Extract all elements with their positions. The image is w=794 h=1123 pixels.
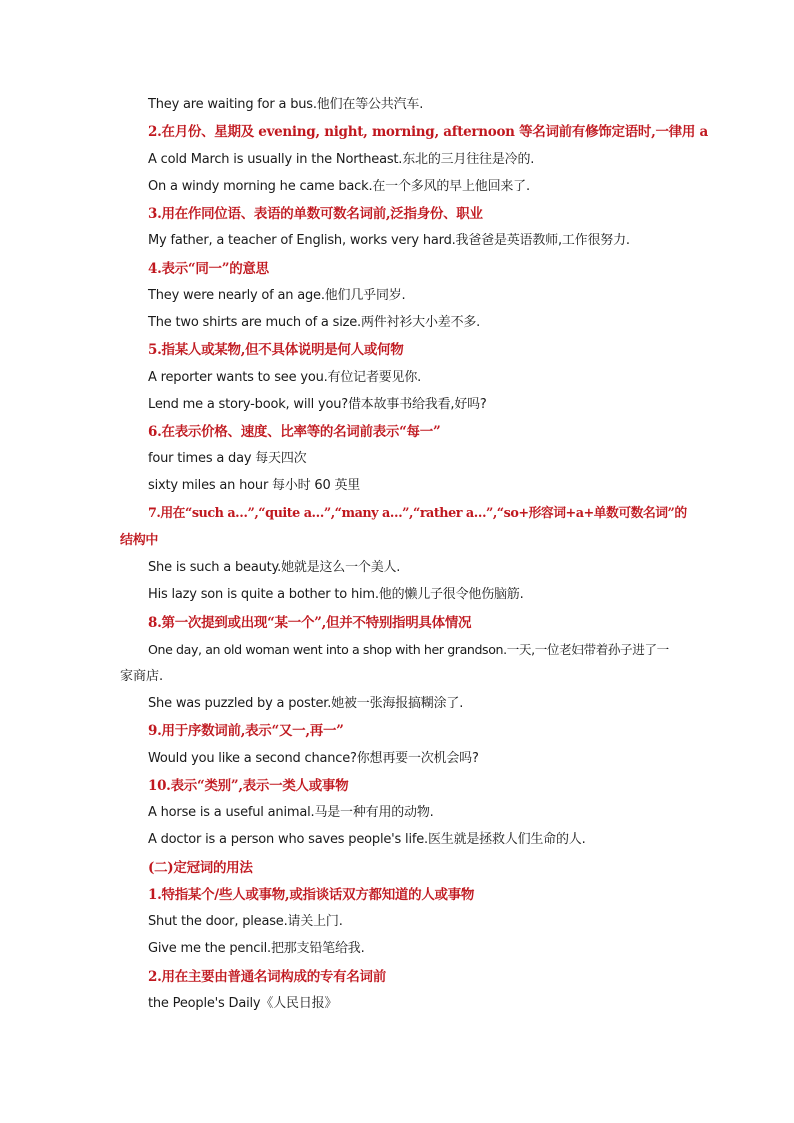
example-sentence: His lazy son is quite a bother to him.他的懒儿子很令他伤脑筋. [148,587,524,602]
rule-heading: 6.在表示价格、速度、比率等的名词前表示“每一” [148,424,441,440]
rule-heading: 1.特指某个/些人或事物,或指谈话双方都知道的人或事物 [148,887,475,903]
example-sentence: The two shirts are much of a size.两件衬衫大小差不多. [148,315,481,330]
rule-heading: 9.用于序数词前,表示“又一,再一” [148,723,344,739]
example-sentence: A reporter wants to see you.有位记者要见你. [148,370,422,385]
rule-heading: 5.指某人或某物,但不具体说明是何人或何物 [148,342,404,358]
example-sentence: Give me the pencil.把那支铅笔给我. [148,941,365,956]
rule-heading: 4.表示“同一”的意思 [148,261,269,277]
rule-heading: 10.表示“类别”,表示一类人或事物 [148,778,349,794]
rule-heading: 2.在月份、星期及 evening, night, morning, afternoon 等名词前有修饰定语时,一律用 a [148,124,708,140]
example-sentence: A horse is a useful animal.马是一种有用的动物. [148,805,434,820]
example-sentence: They are waiting for a bus.他们在等公共汽车. [148,97,424,112]
example-sentence: the People's Daily《人民日报》 [148,996,338,1011]
rule-heading-continuation: 结构中 [120,533,159,548]
section-heading: (二)定冠词的用法 [148,860,253,876]
example-sentence: four times a day 每天四次 [148,451,307,466]
example-sentence-continuation: 家商店. [120,669,164,684]
example-sentence: On a windy morning he came back.在一个多风的早上他回来了. [148,179,530,194]
rule-heading: 7.用在“such a…”,“quite a…”,“many a…”,“rather a…”,“so+形容词+a+单数可数名词”的 [148,506,687,521]
example-sentence: She is such a beauty.她就是这么一个美人. [148,560,401,575]
rule-heading: 8.第一次提到或出现“某一个”,但并不特别指明具体情况 [148,615,472,631]
example-sentence: My father, a teacher of English, works very hard.我爸爸是英语教师,工作很努力. [148,233,630,248]
rule-heading: 3.用在作同位语、表语的单数可数名词前,泛指身份、职业 [148,206,483,222]
example-sentence: Would you like a second chance?你想再要一次机会吗? [148,751,479,766]
example-sentence: sixty miles an hour 每小时 60 英里 [148,478,361,493]
example-sentence: They were nearly of an age.他们几乎同岁. [148,288,406,303]
example-sentence: A doctor is a person who saves people's life.医生就是拯救人们生命的人. [148,832,586,847]
example-sentence: Shut the door, please.请关上门. [148,914,343,929]
rule-heading: 2.用在主要由普通名词构成的专有名词前 [148,969,386,985]
example-sentence: One day, an old woman went into a shop with her grandson.一天,一位老妇带着孙子进了一 [148,642,669,657]
example-sentence: A cold March is usually in the Northeast.东北的三月往往是冷的. [148,152,535,167]
example-sentence: She was puzzled by a poster.她被一张海报搞糊涂了. [148,696,464,711]
example-sentence: Lend me a story-book, will you?借本故事书给我看,好吗? [148,397,487,412]
